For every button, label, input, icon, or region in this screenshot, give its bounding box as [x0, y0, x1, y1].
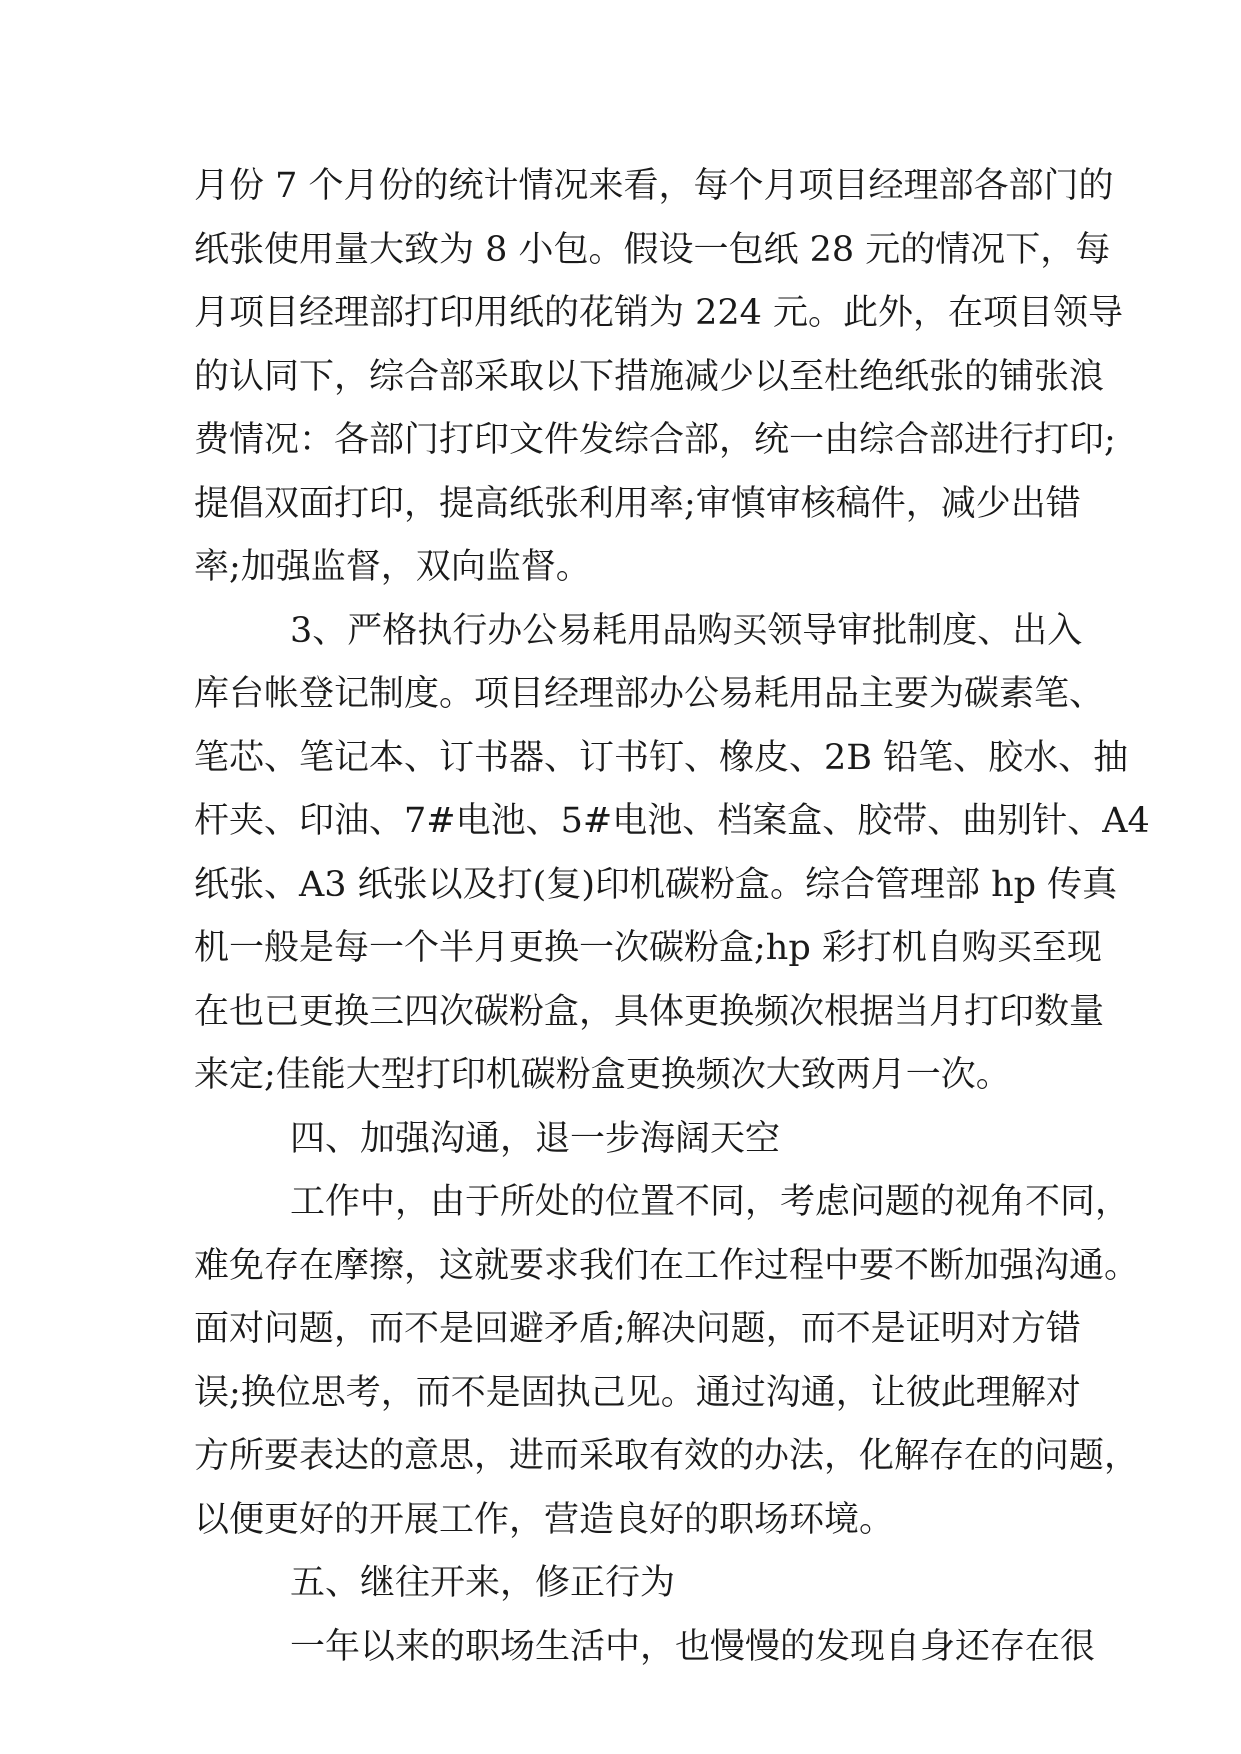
- text-line: 以便更好的开展工作，营造良好的职场环境。: [194, 1499, 895, 1540]
- text-line: 工作中，由于所处的位置不同，考虑问题的视角不同，: [290, 1182, 1131, 1222]
- text-line: 方所要表达的意思，进而采取有效的办法，化解存在的问题，: [194, 1436, 1140, 1476]
- text-line: 提倡双面打印，提高纸张利用率;审慎审核稿件，减少出错: [194, 483, 1081, 524]
- text-line: 3、严格执行办公易耗用品购买领导审批制度、出入: [290, 610, 1083, 651]
- text-line: 月项目经理部打印用纸的花销为 224 元。此外，在项目领导: [194, 293, 1124, 333]
- text-line: 库台帐登记制度。项目经理部办公易耗用品主要为碳素笔、: [194, 674, 1105, 714]
- body-text: [194, 155, 1150, 1679]
- text-line: 来定;佳能大型打印机碳粉盒更换频次大致两月一次。: [194, 1055, 1011, 1095]
- text-line: 月份 7 个月份的统计情况来看，每个月项目经理部各部门的: [194, 166, 1114, 206]
- text-line: 机一般是每一个半月更换一次碳粉盒;hp 彩打机自购买至现: [194, 928, 1102, 968]
- text-line: 杆夹、印油、7#电池、5#电池、档案盒、胶带、曲别针、A4: [194, 801, 1150, 841]
- text-line: 的认同下，综合部采取以下措施减少以至杜绝纸张的铺张浪: [194, 356, 1105, 397]
- text-line: 费情况：各部门打印文件发综合部，统一由综合部进行打印;: [194, 420, 1116, 460]
- paragraph-item-3: [194, 600, 1150, 1108]
- heading-line: 四、加强沟通，退一步海阔天空: [290, 1118, 781, 1159]
- text-line: 笔芯、笔记本、订书器、订书钉、橡皮、2B 铅笔、胶水、抽: [194, 737, 1129, 778]
- paragraph-section-4: [194, 1171, 1140, 1552]
- text-line: 误;换位思考，而不是固执己见。通过沟通，让彼此理解对: [194, 1372, 1081, 1413]
- text-line: 纸张、A3 纸张以及打(复)印机碳粉盒。综合管理部 hp 传真: [194, 864, 1118, 905]
- text-line: 在也已更换三四次碳粉盒，具体更换频次根据当月打印数量: [194, 991, 1105, 1032]
- paragraph-continuation: [194, 155, 1124, 600]
- text-line: 率;加强监督，双向监督。: [194, 547, 591, 587]
- text-line: 一年以来的职场生活中，也慢慢的发现自身还存在很: [290, 1626, 1096, 1667]
- heading-line: 五、继往开来，修正行为: [290, 1563, 676, 1603]
- paragraph-section-5: [194, 1616, 1096, 1680]
- text-line: 面对问题，而不是回避矛盾;解决问题，而不是证明对方错: [194, 1309, 1081, 1349]
- section-heading-5: [194, 1552, 1054, 1616]
- text-line: 难免存在摩擦，这就要求我们在工作过程中要不断加强沟通。: [194, 1245, 1140, 1286]
- text-line: 纸张使用量大致为 8 小包。假设一包纸 28 元的情况下，每: [194, 229, 1111, 270]
- section-heading-4: [194, 1108, 1054, 1172]
